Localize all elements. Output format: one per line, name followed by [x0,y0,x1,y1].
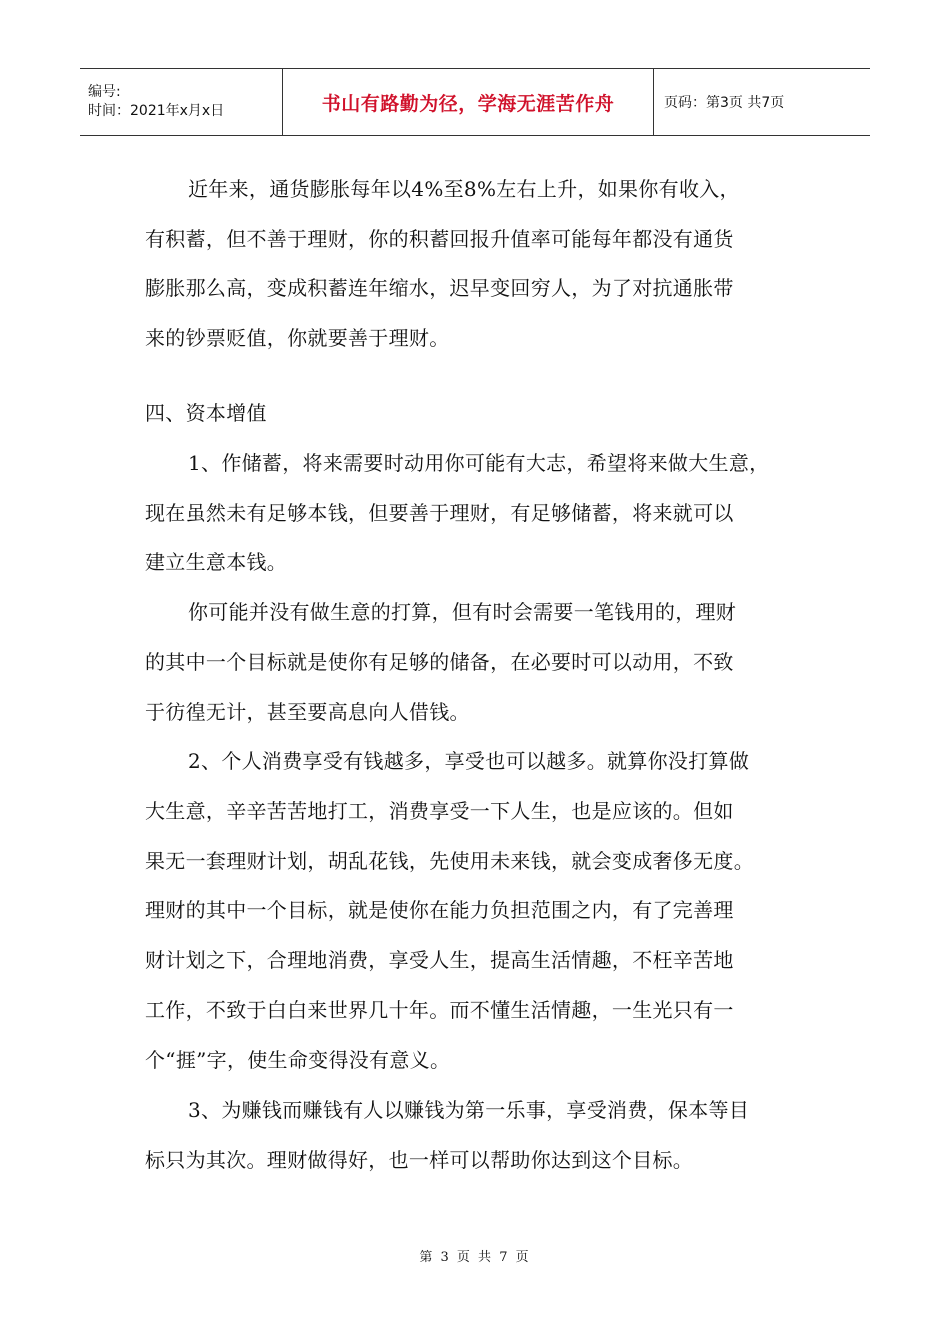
body-line: 建立生意本钱。 [145,550,288,574]
page-header [80,68,870,136]
body-line: 果无一套理财计划，胡乱花钱，先使用未来钱，就会变成奢侈无度。 [145,849,754,873]
body-line: 财计划之下，合理地消费，享受人生，提高生活情趣，不枉辛苦地 [145,948,734,972]
body-line: 3、为赚钱而赚钱有人以赚钱为第一乐事，享受消费，保本等目 [188,1098,750,1122]
body-line: 理财的其中一个目标，就是使你在能力负担范围之内，有了完善理 [145,898,734,922]
body-line: 1、作储蓄，将来需要时动用你可能有大志，希望将来做大生意， [188,451,770,475]
header-meta [80,69,283,135]
page-footer: 第 3 页 共 7 页 [419,1250,531,1265]
body-line: 工作，不致于白白来世界几十年。而不懂生活情趣，一生光只有一 [145,998,734,1022]
body-line: 2、个人消费享受有钱越多，享受也可以越多。就算你没打算做 [188,749,750,773]
body-line: 于彷徨无计，甚至要高息向人借钱。 [145,700,470,724]
document-time-label: 时间：2021年x月x日 [88,103,225,119]
document-number-label: 编号: [88,84,121,100]
body-line: 膨胀那么高，变成积蓄连年缩水，迟早变回穷人，为了对抗通胀带 [145,276,734,300]
body-line: 近年来，通货膨胀每年以4%至8%左右上升，如果你有收入， [188,177,740,201]
body-line: 的其中一个目标就是使你有足够的储备，在必要时可以动用，不致 [145,650,734,674]
body-line: 标只为其次。理财做得好，也一样可以帮助你达到这个目标。 [145,1148,694,1172]
section-heading: 四、资本增值 [145,401,267,425]
header-motto: 书山有路勤为径，学海无涯苦作舟 [283,69,654,135]
header-page-label: 页码：第3页 共7页 [664,95,785,111]
body-line: 有积蓄，但不善于理财，你的积蓄回报升值率可能每年都没有通货 [145,227,734,251]
body-line: 来的钞票贬值，你就要善于理财。 [145,326,450,350]
body-line: 现在虽然未有足够本钱，但要善于理财，有足够储蓄，将来就可以 [145,501,734,525]
body-line: 个“捱”字，使生命变得没有意义。 [145,1048,451,1072]
body-line: 你可能并没有做生意的打算，但有时会需要一笔钱用的，理财 [188,600,737,624]
body-line: 大生意，辛辛苦苦地打工，消费享受一下人生，也是应该的。但如 [145,799,734,823]
